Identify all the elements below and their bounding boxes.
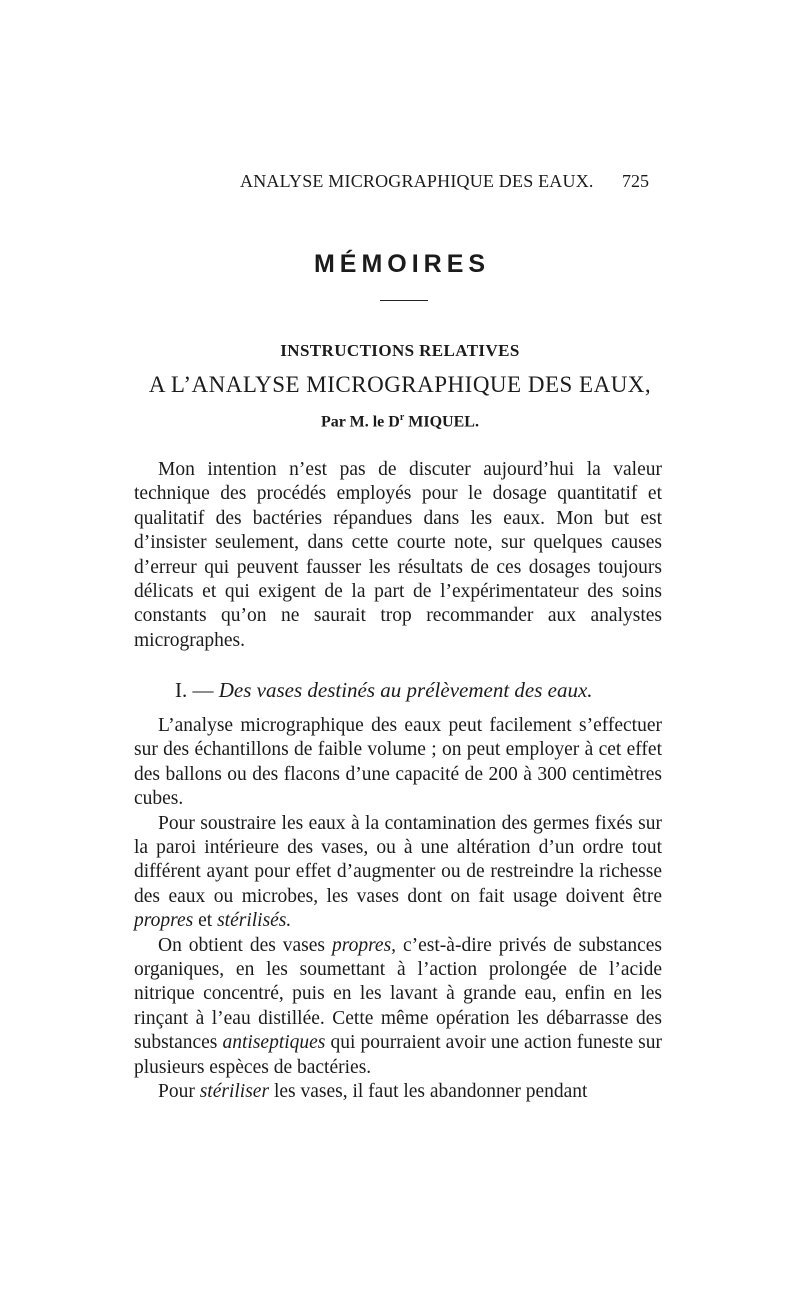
- paragraph-3-em-propres: propres,: [331, 934, 397, 956]
- title-divider: [380, 300, 428, 301]
- author-prefix: Par M. le D: [321, 413, 400, 431]
- paragraph-4-em-steriliser: stériliser: [199, 1081, 270, 1103]
- section-title: MÉMOIRES: [313, 250, 491, 278]
- author-title-sup: r: [399, 412, 405, 423]
- page-number: 725: [622, 171, 649, 191]
- paragraph-2-and: et: [198, 910, 213, 932]
- article-heading-line1: INSTRUCTIONS RELATIVES: [280, 341, 520, 360]
- paragraph-1: L’analyse micrographique des eaux peut facilement s’effectuer sur des échantillons de faible volume ; on peut employer à cet effet des ballons ou des flacons d’une capacité de 200 à 300 centimètres cubes.: [134, 715, 662, 810]
- paragraph-4-part-b: les vases, il faut les abandonner pendant: [273, 1081, 588, 1103]
- paragraph-2: [134, 812, 662, 934]
- author-name: MIQUEL.: [404, 413, 479, 431]
- paragraph-3-em-antiseptiques: antiseptiques: [222, 1032, 326, 1054]
- paragraph-2-em-propres: propres: [134, 910, 194, 932]
- section-one-heading: [175, 678, 593, 703]
- paragraph-3: [134, 934, 662, 1080]
- article-heading-line2: A L’ANALYSE MICROGRAPHIQUE DES EAUX,: [148, 372, 652, 397]
- paragraph-4: [134, 1080, 662, 1104]
- section-one-body: [134, 714, 662, 1105]
- paragraph-2-text: Pour soustraire les eaux à la contamination des germes fixés sur la paroi intérieure des vases, ou à une altération d’un ordre tout différent ayant pour effet d’augmenter ou de restreindre la richesse des eaux ou microbes, les vases dont on fait usage doivent être: [134, 812, 662, 907]
- paragraph-3-part-b: c’est-à-dire privés de substances organiques, en les soumettant à l’action prolongée de l’acide nitrique concentré, puis en les lavant à grande eau, enfin en les rinçant à l’eau distillée. Cette même opération les débarrasse des substances: [134, 934, 663, 1054]
- paragraph-3-part-a: On obtient des vases: [158, 934, 326, 956]
- section-one-title: Des vases destinés au prélèvement des eaux.: [218, 678, 593, 702]
- running-header-title: ANALYSE MICROGRAPHIQUE DES EAUX.: [240, 171, 594, 191]
- intro-paragraph: Mon intention n’est pas de discuter aujourd’hui la valeur technique des procédés employés pour le dosage quantitatif et qualitatif des bactéries répandues dans les eaux. Mon but est d’insister seulement, dans cette courte note, sur quelques causes d’erreur qui peuvent fausser les résultats de ces dosages toujours délicats et qui exigent de la part de l’expérimentateur des soins constants qu’on ne saurait trop recommander aux analystes micrographes.: [134, 459, 662, 651]
- paragraph-3-part-c: qui pourraient avoir une action funeste sur plusieurs espèces de bactéries.: [134, 1032, 663, 1078]
- intro-paragraph-block: [134, 458, 662, 653]
- paragraph-4-part-a: Pour: [158, 1081, 195, 1103]
- author-byline: [0, 412, 800, 431]
- paragraph-2-em-sterilises: stérilisés.: [217, 910, 292, 932]
- section-number: I. —: [175, 678, 214, 702]
